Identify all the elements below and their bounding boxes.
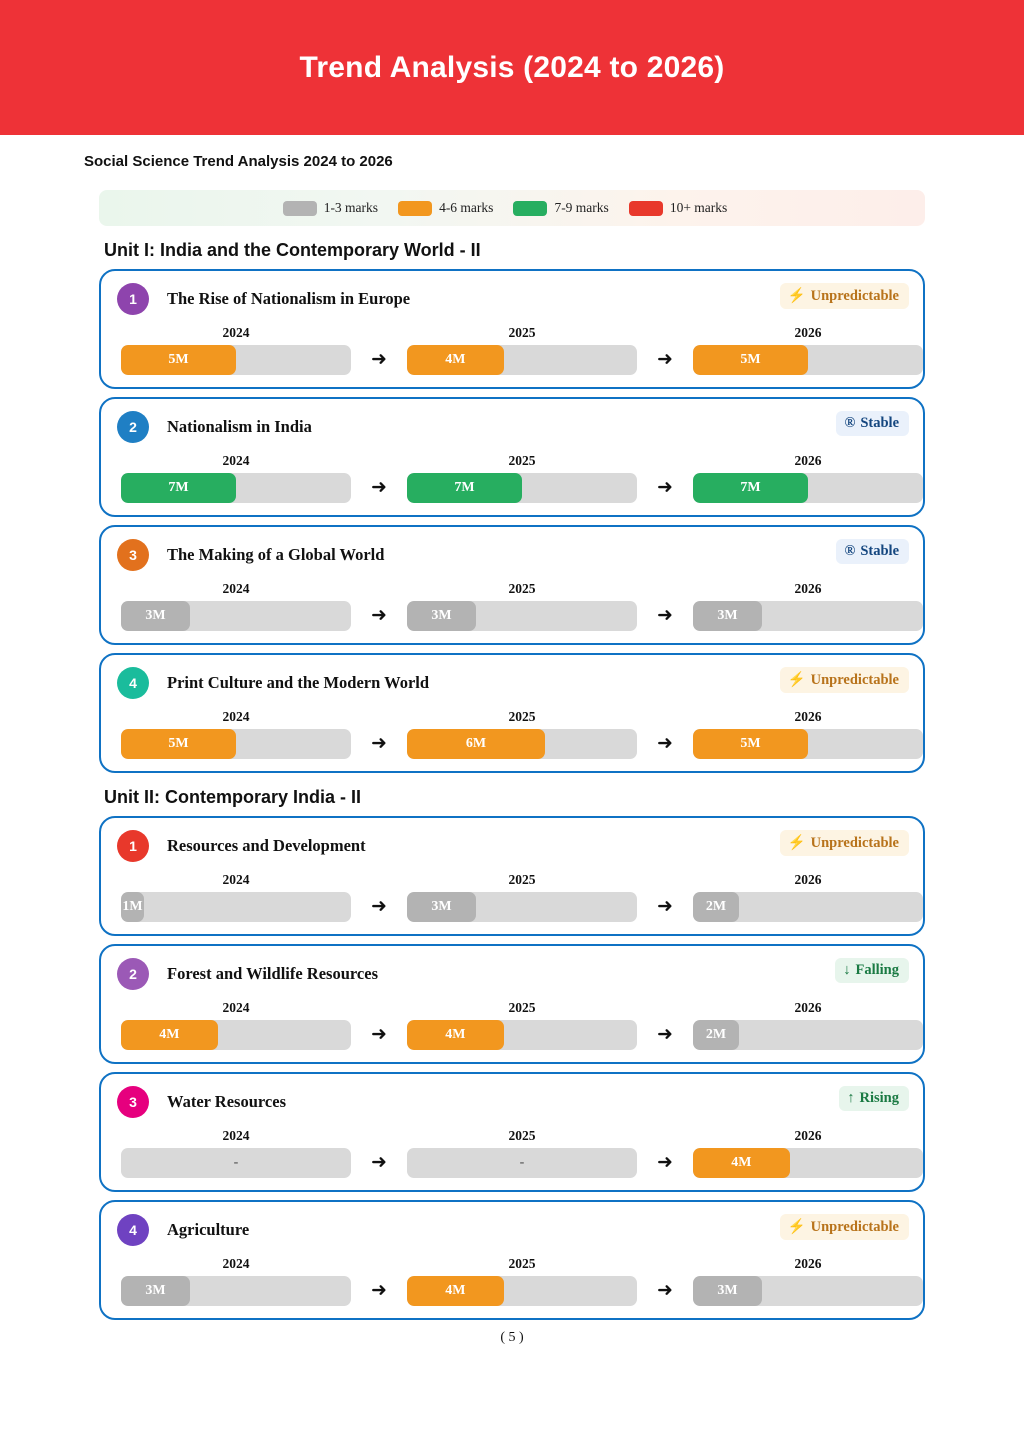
arrow-right-icon: ➜ bbox=[371, 1152, 387, 1173]
trend-label: Unpredictable bbox=[810, 671, 899, 688]
bar-track bbox=[693, 1148, 923, 1178]
year-labels-row bbox=[115, 325, 909, 341]
arrow-right-icon: ➜ bbox=[371, 733, 387, 754]
chapter-header bbox=[115, 956, 909, 992]
year-labels-row bbox=[115, 453, 909, 469]
trend-status-badge bbox=[835, 958, 909, 983]
chapter-card bbox=[99, 1072, 925, 1192]
legend bbox=[99, 190, 925, 226]
year-label: 2025 bbox=[508, 325, 536, 340]
year-spacer bbox=[637, 709, 693, 725]
year-label: 2026 bbox=[794, 709, 822, 724]
trend-label: Unpredictable bbox=[810, 287, 899, 304]
chapter-number-badge: 1 bbox=[117, 283, 149, 315]
year-label: 2026 bbox=[794, 1000, 822, 1015]
marks-bar-row bbox=[115, 892, 909, 922]
chapter-header bbox=[115, 665, 909, 701]
year-labels-row bbox=[115, 1256, 909, 1272]
bar-fill: 2M bbox=[693, 892, 739, 922]
year-label: 2024 bbox=[222, 325, 250, 340]
year-label: 2025 bbox=[508, 709, 536, 724]
year-label: 2024 bbox=[222, 709, 250, 724]
bar-track bbox=[121, 345, 351, 375]
trend-stable-icon: ® bbox=[844, 415, 856, 431]
trend-label: Stable bbox=[860, 415, 899, 431]
trend-status-badge bbox=[839, 1086, 909, 1111]
chapter-number-badge: 1 bbox=[117, 830, 149, 862]
chapter-header bbox=[115, 409, 909, 445]
bar-empty-label: - bbox=[233, 1155, 239, 1170]
year-label: 2026 bbox=[794, 453, 822, 468]
year-label: 2025 bbox=[508, 1256, 536, 1271]
bar-track bbox=[407, 729, 637, 759]
chapter-number-badge: 2 bbox=[117, 958, 149, 990]
year-label: 2024 bbox=[222, 1128, 250, 1143]
bar-track bbox=[121, 473, 351, 503]
arrow-right-icon: ➜ bbox=[657, 1280, 673, 1301]
page-title: Trend Analysis (2024 to 2026) bbox=[299, 50, 725, 84]
marks-bar-row bbox=[115, 1276, 909, 1306]
trend-stable-icon: ® bbox=[844, 543, 856, 559]
page-number: ( 5 ) bbox=[500, 1330, 524, 1345]
bar-track bbox=[121, 1020, 351, 1050]
year-label: 2026 bbox=[794, 872, 822, 887]
year-spacer bbox=[351, 872, 407, 888]
year-labels-row bbox=[115, 872, 909, 888]
chapter-card bbox=[99, 816, 925, 936]
arrow-right-icon: ➜ bbox=[657, 349, 673, 370]
legend-label: 4-6 marks bbox=[439, 200, 494, 215]
year-spacer bbox=[637, 453, 693, 469]
year-spacer bbox=[351, 453, 407, 469]
legend-item bbox=[629, 200, 727, 216]
chapter-header bbox=[115, 1212, 909, 1248]
chapter-title: Forest and Wildlife Resources bbox=[167, 964, 378, 983]
bar-track bbox=[693, 345, 923, 375]
year-label: 2025 bbox=[508, 1000, 536, 1015]
arrow-right-icon: ➜ bbox=[657, 1024, 673, 1045]
year-spacer bbox=[637, 1128, 693, 1144]
bar-track bbox=[407, 1148, 637, 1178]
year-label: 2024 bbox=[222, 1256, 250, 1271]
year-spacer bbox=[637, 325, 693, 341]
bar-track bbox=[407, 1276, 637, 1306]
trend-status-badge bbox=[780, 283, 909, 309]
bar-track bbox=[407, 892, 637, 922]
marks-bar-row bbox=[115, 729, 909, 759]
bar-fill: 6M bbox=[407, 729, 545, 759]
bar-fill: 3M bbox=[121, 1276, 190, 1306]
year-label: 2026 bbox=[794, 1128, 822, 1143]
bar-fill: 4M bbox=[121, 1020, 218, 1050]
legend-label: 1-3 marks bbox=[323, 200, 379, 215]
bar-track bbox=[407, 345, 637, 375]
legend-item bbox=[283, 200, 378, 216]
marks-bar-row bbox=[115, 1020, 909, 1050]
trend-rising-icon: ↑ bbox=[847, 1090, 855, 1106]
bar-empty-label: - bbox=[519, 1155, 525, 1170]
arrow-right-icon: ➜ bbox=[657, 896, 673, 917]
trend-status-badge bbox=[780, 667, 909, 693]
legend-label: 7-9 marks bbox=[554, 200, 609, 215]
bar-fill: 4M bbox=[407, 345, 504, 375]
year-label: 2026 bbox=[794, 1256, 822, 1271]
chapter-title: The Rise of Nationalism in Europe bbox=[167, 289, 411, 308]
chapter-number-badge: 4 bbox=[117, 1214, 149, 1246]
chapter-title: Nationalism in India bbox=[167, 417, 312, 436]
marks-bar-row bbox=[115, 601, 909, 631]
trend-status-badge bbox=[780, 830, 909, 856]
year-spacer bbox=[351, 581, 407, 597]
year-label: 2026 bbox=[794, 325, 822, 340]
trend-unpredictable-icon: ⚡ bbox=[787, 835, 806, 851]
arrow-right-icon: ➜ bbox=[657, 733, 673, 754]
bar-fill: 3M bbox=[407, 892, 476, 922]
year-label: 2026 bbox=[794, 581, 822, 596]
bar-fill: 7M bbox=[121, 473, 236, 503]
bar-track bbox=[121, 601, 351, 631]
arrow-right-icon: ➜ bbox=[371, 605, 387, 626]
year-spacer bbox=[351, 1256, 407, 1272]
arrow-right-icon: ➜ bbox=[371, 896, 387, 917]
legend-label: 10+ marks bbox=[669, 200, 728, 215]
legend-swatch-icon bbox=[513, 201, 547, 216]
bar-fill: 5M bbox=[693, 345, 808, 375]
legend-swatch-icon bbox=[629, 201, 663, 216]
trend-label: Falling bbox=[855, 962, 899, 978]
year-labels-row bbox=[115, 581, 909, 597]
year-label: 2025 bbox=[508, 581, 536, 596]
bar-fill: 7M bbox=[407, 473, 522, 503]
legend-swatch-icon bbox=[398, 201, 432, 216]
year-spacer bbox=[351, 1128, 407, 1144]
arrow-right-icon: ➜ bbox=[657, 477, 673, 498]
chapter-title: Resources and Development bbox=[167, 836, 366, 855]
page-header bbox=[0, 0, 1024, 135]
units-container bbox=[0, 240, 1024, 1320]
page-subtitle: Social Science Trend Analysis 2024 to 2026 bbox=[84, 153, 393, 170]
chapter-header bbox=[115, 1084, 909, 1120]
bar-track bbox=[693, 473, 923, 503]
bar-fill: 4M bbox=[407, 1276, 504, 1306]
chapter-title: The Making of a Global World bbox=[167, 545, 385, 564]
bar-track bbox=[121, 892, 351, 922]
chapter-number-badge: 3 bbox=[117, 1086, 149, 1118]
bar-track bbox=[693, 729, 923, 759]
chapter-title: Print Culture and the Modern World bbox=[167, 673, 430, 692]
marks-bar-row bbox=[115, 345, 909, 375]
trend-status-badge bbox=[836, 539, 909, 564]
year-spacer bbox=[637, 581, 693, 597]
bar-track bbox=[693, 1020, 923, 1050]
bar-fill: 3M bbox=[693, 1276, 762, 1306]
bar-track bbox=[407, 1020, 637, 1050]
bar-track bbox=[121, 1148, 351, 1178]
year-spacer bbox=[351, 325, 407, 341]
bar-fill: 4M bbox=[407, 1020, 504, 1050]
chapter-card bbox=[99, 944, 925, 1064]
trend-status-badge bbox=[780, 1214, 909, 1240]
marks-bar-row bbox=[115, 473, 909, 503]
chapter-card bbox=[99, 1200, 925, 1320]
trend-falling-icon: ↓ bbox=[843, 962, 851, 978]
chapter-header bbox=[115, 281, 909, 317]
unit-title: Unit II: Contemporary India - II bbox=[104, 787, 362, 807]
bar-fill: 3M bbox=[407, 601, 476, 631]
chapter-title: Water Resources bbox=[167, 1092, 286, 1111]
chapter-header bbox=[115, 828, 909, 864]
year-label: 2024 bbox=[222, 872, 250, 887]
bar-fill: 3M bbox=[121, 601, 190, 631]
year-spacer bbox=[351, 709, 407, 725]
trend-label: Unpredictable bbox=[810, 834, 899, 851]
year-spacer bbox=[351, 1000, 407, 1016]
arrow-right-icon: ➜ bbox=[657, 605, 673, 626]
trend-status-badge bbox=[836, 411, 909, 436]
chapter-title: Agriculture bbox=[167, 1220, 250, 1239]
arrow-right-icon: ➜ bbox=[657, 1152, 673, 1173]
year-label: 2024 bbox=[222, 1000, 250, 1015]
legend-item bbox=[513, 200, 608, 216]
arrow-right-icon: ➜ bbox=[371, 349, 387, 370]
bar-track bbox=[693, 1276, 923, 1306]
year-label: 2025 bbox=[508, 453, 536, 468]
chapter-card bbox=[99, 397, 925, 517]
bar-track bbox=[693, 892, 923, 922]
bar-fill: 2M bbox=[693, 1020, 739, 1050]
chapter-card bbox=[99, 525, 925, 645]
chapter-number-badge: 4 bbox=[117, 667, 149, 699]
year-label: 2025 bbox=[508, 1128, 536, 1143]
arrow-right-icon: ➜ bbox=[371, 1280, 387, 1301]
bar-track bbox=[407, 601, 637, 631]
bar-fill: 1M bbox=[121, 892, 144, 922]
bar-track bbox=[407, 473, 637, 503]
trend-unpredictable-icon: ⚡ bbox=[787, 1219, 806, 1235]
chapter-card bbox=[99, 269, 925, 389]
chapter-header bbox=[115, 537, 909, 573]
bar-track bbox=[121, 729, 351, 759]
year-label: 2024 bbox=[222, 453, 250, 468]
arrow-right-icon: ➜ bbox=[371, 1024, 387, 1045]
year-labels-row bbox=[115, 1000, 909, 1016]
year-spacer bbox=[637, 1256, 693, 1272]
trend-unpredictable-icon: ⚡ bbox=[787, 672, 806, 688]
legend-item bbox=[398, 200, 493, 216]
trend-unpredictable-icon: ⚡ bbox=[787, 288, 806, 304]
year-labels-row bbox=[115, 709, 909, 725]
unit-title: Unit I: India and the Contemporary World - II bbox=[104, 240, 481, 260]
year-spacer bbox=[637, 872, 693, 888]
chapter-card bbox=[99, 653, 925, 773]
year-label: 2025 bbox=[508, 872, 536, 887]
chapter-number-badge: 2 bbox=[117, 411, 149, 443]
bar-track bbox=[121, 1276, 351, 1306]
arrow-right-icon: ➜ bbox=[371, 477, 387, 498]
bar-track bbox=[693, 601, 923, 631]
year-spacer bbox=[637, 1000, 693, 1016]
year-labels-row bbox=[115, 1128, 909, 1144]
bar-fill: 7M bbox=[693, 473, 808, 503]
bar-fill: 4M bbox=[693, 1148, 790, 1178]
bar-fill: 5M bbox=[121, 345, 236, 375]
legend-swatch-icon bbox=[283, 201, 317, 216]
marks-bar-row bbox=[115, 1148, 909, 1178]
chapter-number-badge: 3 bbox=[117, 539, 149, 571]
year-label: 2024 bbox=[222, 581, 250, 596]
bar-fill: 5M bbox=[121, 729, 236, 759]
trend-label: Stable bbox=[860, 543, 899, 559]
bar-fill: 3M bbox=[693, 601, 762, 631]
trend-label: Rising bbox=[859, 1090, 899, 1106]
trend-label: Unpredictable bbox=[810, 1218, 899, 1235]
bar-fill: 5M bbox=[693, 729, 808, 759]
